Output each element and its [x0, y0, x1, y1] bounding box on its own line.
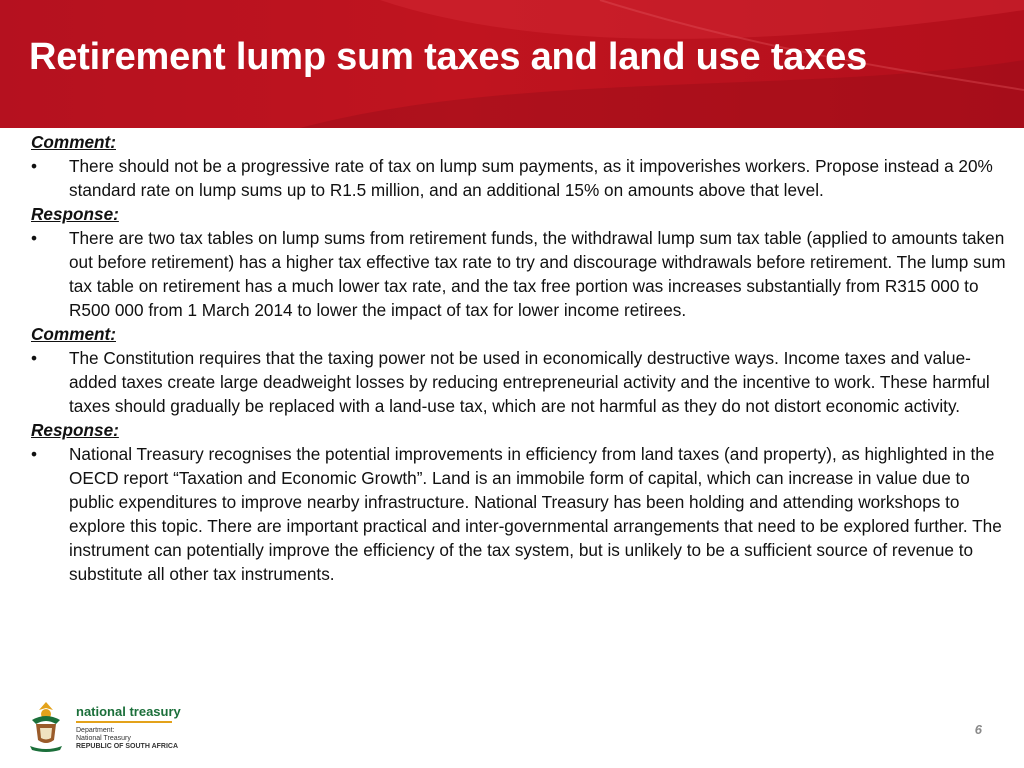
logo-name: national treasury — [76, 704, 181, 719]
coat-of-arms-icon — [26, 700, 66, 752]
page-title: Retirement lump sum taxes and land use taxes — [29, 36, 868, 78]
section-response-1 — [31, 202, 1006, 322]
bullet-item — [31, 442, 1006, 586]
logo-department: Department: National Treasury — [76, 727, 131, 742]
bullet-text: National Treasury recognises the potential improvements in efficiency from land taxes (and property), as highlighted in the OECD report “Taxation and Economic Growth”. Land is an immobile form of capital, which can increase in value due to public expenditures to improve nearby infrastructure. National Treasury has been holding and attending workshops to explore this topic. There are important practical and inter-governmental arrangements that need to be explored further. The instrument can potentially improve the efficiency of the tax system, but is unlikely to be a sufficient source of revenue to substitute all other tax instruments. — [69, 444, 1002, 584]
bullet-item — [31, 226, 1006, 322]
bullet-text: There are two tax tables on lump sums from retirement funds, the withdrawal lump sum tax table (applied to amounts taken out before retirement) has a higher tax effective tax rate to try and discourage withdrawals before retirement. The lump sum tax table on retirement has a much lower tax rate, and the tax free portion was increases substantially from R315 000 to R500 000 from 1 March 2014 to lower the impact of tax for lower income retirees. — [69, 228, 1006, 320]
section-comment-1 — [31, 130, 1006, 202]
bullet-icon: • — [31, 444, 38, 464]
section-comment-2 — [31, 322, 1006, 418]
section-heading: Comment: — [31, 132, 116, 152]
section-heading: Response: — [31, 204, 119, 224]
bullet-icon: • — [31, 348, 38, 368]
section-response-2 — [31, 418, 1006, 586]
bullet-text: The Constitution requires that the taxing power not be used in economically destructive ways. Income taxes and value-added taxes create large deadweight losses by reducing entrepreneurial activity and the incentive to work. These harmful taxes should gradually be replaced with a land-use tax, which are not harmful as they do not distort economic activity. — [69, 348, 990, 416]
bullet-icon: • — [31, 228, 38, 248]
bullet-icon: • — [31, 156, 38, 176]
title-banner — [0, 0, 1024, 128]
section-heading: Comment: — [31, 324, 116, 344]
page-number: 6 — [974, 722, 982, 737]
slide-body — [31, 130, 1006, 586]
bullet-item — [31, 154, 1006, 202]
national-treasury-logo — [26, 700, 181, 752]
logo-divider — [76, 721, 172, 723]
logo-country: REPUBLIC OF SOUTH AFRICA — [76, 743, 179, 750]
bullet-text: There should not be a progressive rate of tax on lump sum payments, as it impoverishes workers. Propose instead a 20% standard rate on lump sums up to R1.5 million, and an additional 15% on amounts above that level. — [69, 156, 993, 200]
section-heading: Response: — [31, 420, 119, 440]
bullet-item — [31, 346, 1006, 418]
